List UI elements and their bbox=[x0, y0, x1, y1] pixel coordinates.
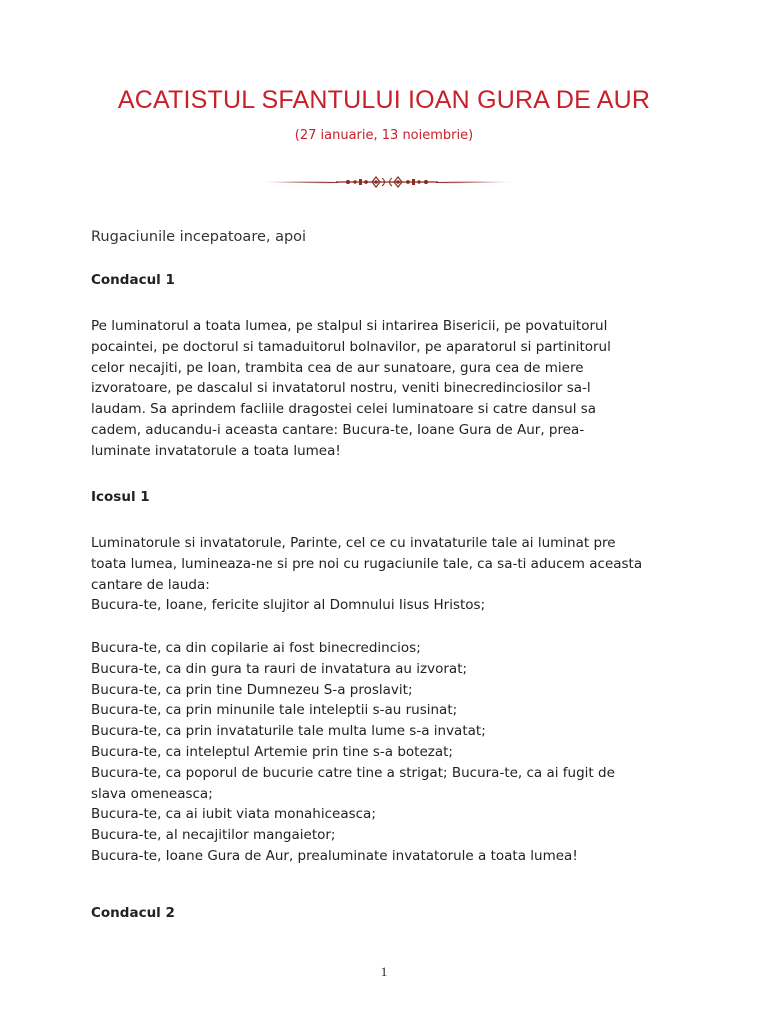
paragraph-condacul-1 bbox=[91, 316, 691, 462]
intro-text: Rugaciunile incepatoare, apoi bbox=[91, 229, 307, 245]
text-line: Bucura-te, ca prin invataturile tale multa lume s-a invatat; bbox=[91, 723, 486, 740]
paragraph-icosul-1 bbox=[91, 533, 691, 616]
text-line: cadem, aducandu-i aceasta cantare: Bucura-te, Ioane Gura de Aur, prea- bbox=[91, 421, 585, 438]
text-line: Bucura-te, Ioane, fericite slujitor al Domnului Iisus Hristos; bbox=[91, 597, 486, 614]
section-heading-condacul-1: Condacul 1 bbox=[91, 272, 175, 288]
text-line: toata lumea, lumineaza-ne si pre noi cu rugaciunile tale, ca sa-ti aducem aceasta bbox=[91, 555, 643, 572]
document-title: ACATISTUL SFANTULUI IOAN GURA DE AUR bbox=[117, 86, 651, 114]
text-line: Bucura-te, ca ai iubit viata monahiceasca; bbox=[91, 806, 376, 823]
text-line: luminate invatatorule a toata lumea! bbox=[91, 442, 341, 459]
text-line: Luminatorule si invatatorule, Parinte, cel ce cu invataturile tale ai luminat pre bbox=[91, 535, 616, 551]
document-subtitle: (27 ianuarie, 13 noiembrie) bbox=[294, 128, 474, 143]
text-line: Bucura-te, ca prin tine Dumnezeu S-a proslavit; bbox=[91, 681, 413, 698]
text-line: izvoratoare, pe dascalul si invatatorul nostru, veniti binecredinciosilor sa-l bbox=[91, 380, 591, 397]
section-heading-icosul-1: Icosul 1 bbox=[91, 489, 150, 505]
text-line: Bucura-te, ca poporul de bucurie catre tine a strigat; Bucura-te, ca ai fugit de bbox=[91, 764, 615, 781]
text-line: Bucura-te, ca prin minunile tale inteleptii s-au rusinat; bbox=[91, 702, 458, 719]
text-line: Bucura-te, Ioane Gura de Aur, prealuminate invatatorule a toata lumea! bbox=[91, 847, 578, 864]
text-line: Bucura-te, ca din copilarie ai fost binecredincios; bbox=[91, 640, 421, 656]
page-number: 1 bbox=[380, 964, 388, 979]
text-line: Pe luminatorul a toata lumea, pe stalpul si intarirea Bisericii, pe povatuitorul bbox=[91, 318, 608, 334]
text-line: celor necajiti, pe Ioan, trambita cea de aur sunatoare, gura cea de miere bbox=[91, 359, 584, 376]
decorative-divider-icon bbox=[258, 170, 516, 194]
section-heading-condacul-2: Condacul 2 bbox=[91, 905, 175, 921]
text-line: Bucura-te, al necajitilor mangaietor; bbox=[91, 827, 336, 844]
text-line: pocaintei, pe doctorul si tamaduitorul bolnavilor, pe aparatorul si partinitorul bbox=[91, 338, 611, 355]
text-line: Bucura-te, ca din gura ta rauri de invatatura au izvorat; bbox=[91, 660, 468, 677]
text-line: cantare de lauda: bbox=[91, 576, 210, 593]
text-line: Bucura-te, ca inteleptul Artemie prin tine s-a botezat; bbox=[91, 743, 453, 760]
text-line: laudam. Sa aprindem facliile dragostei celei luminatoare si catre dansul sa bbox=[91, 401, 597, 418]
paragraph-icosul-1-salutations bbox=[91, 638, 691, 867]
text-line: slava omeneasca; bbox=[91, 785, 213, 802]
